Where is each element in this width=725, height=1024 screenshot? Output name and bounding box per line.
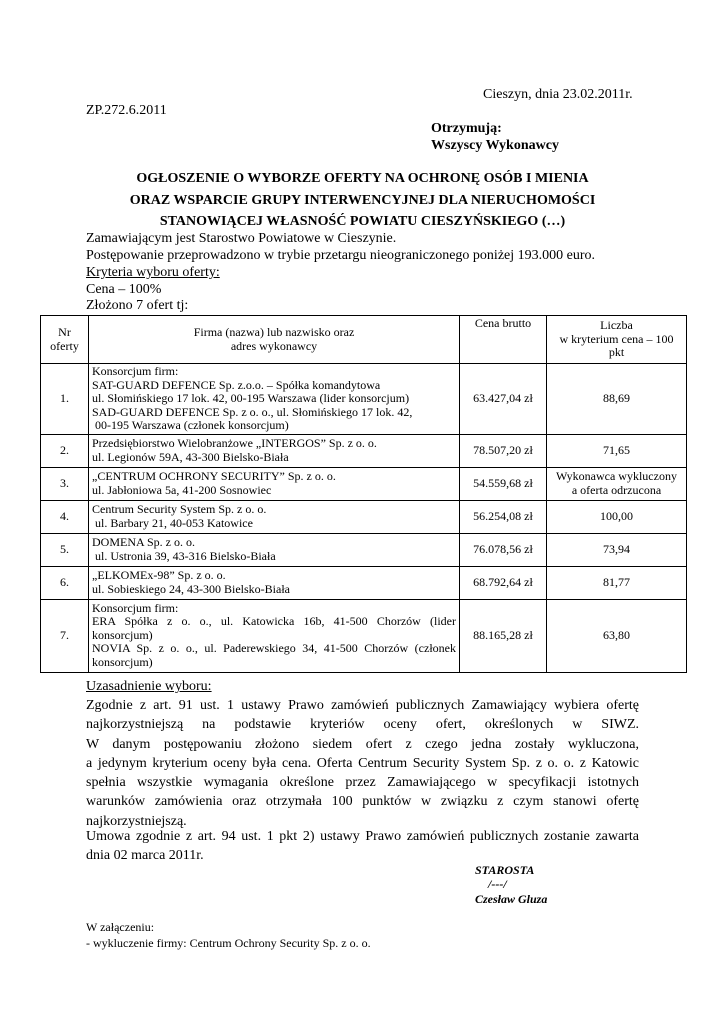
criteria-label: Kryteria wyboru oferty:	[86, 265, 220, 280]
reference-number: ZP.272.6.2011	[86, 103, 167, 118]
table-row	[41, 533, 687, 566]
recipients-label: Otrzymują:	[431, 121, 502, 136]
signature-title: STAROSTA	[475, 863, 535, 877]
row-nr: 2.	[41, 434, 89, 467]
row-price: 78.507,20 zł	[460, 434, 547, 467]
signature-name: Czesław Gluza	[475, 892, 548, 906]
row-firm: DOMENA Sp. z o. o. ul. Ustronia 39, 43-316 Bielsko-Biała	[89, 533, 460, 566]
row-score: 71,65	[547, 434, 687, 467]
row-firm: Centrum Security System Sp. z o. o. ul. Barbary 21, 40-053 Katowice	[89, 500, 460, 533]
contract-text: Umowa zgodnie z art. 94 ust. 1 pkt 2) ustawy Prawo zamówień publicznych zostanie zawarta dnia 02 marca 2011r.	[86, 829, 639, 864]
row-price: 76.078,56 zł	[460, 533, 547, 566]
table-header-row	[41, 316, 687, 364]
row-nr: 6.	[41, 566, 89, 599]
row-nr: 4.	[41, 500, 89, 533]
title-line: ORAZ WSPARCIE GRUPY INTERWENCYJNEJ DLA NIERUCHOMOŚCI	[129, 192, 596, 208]
recipients: Wszyscy Wykonawcy	[431, 138, 559, 153]
offers-count: Złożono 7 ofert tj:	[86, 298, 189, 313]
header-nr: Nr oferty	[41, 316, 89, 364]
row-score: 88,69	[547, 364, 687, 435]
header-price: Cena brutto	[460, 316, 547, 364]
header-firm: Firma (nazwa) lub nazwisko oraz adres wykonawcy	[89, 316, 460, 364]
row-price: 63.427,04 zł	[460, 364, 547, 435]
row-score: 73,94	[547, 533, 687, 566]
procedure-text: Postępowanie przeprowadzono w trybie przetargu nieograniczonego poniżej 193.000 euro.	[86, 248, 596, 263]
offers-table	[40, 315, 687, 673]
row-price: 56.254,08 zł	[460, 500, 547, 533]
row-score: 100,00	[547, 500, 687, 533]
table-row	[41, 467, 687, 500]
table-row	[41, 364, 687, 435]
row-score: 81,77	[547, 566, 687, 599]
criteria-value: Cena – 100%	[86, 282, 162, 297]
justification-label: Uzasadnienie wyboru:	[86, 679, 212, 694]
table-row	[41, 566, 687, 599]
row-firm: Konsorcjum firm: SAT-GUARD DEFENCE Sp. z.o.o. – Spółka komandytowa ul. Słomińskiego 17 lok. 42, 00-195 Warszawa (lider konsorcjum) SAD-GUARD DEFENCE Sp. z o. o., ul. Słomińskiego 17 lok. 42, 00-195 Warszawa (członek konsorcjum)	[89, 364, 460, 435]
title-line: OGŁOSZENIE O WYBORZE OFERTY NA OCHRONĘ OSÓB I MIENIA	[136, 171, 589, 186]
table-row	[41, 599, 687, 672]
row-nr: 7.	[41, 599, 89, 672]
justification-text: Zgodnie z art. 91 ust. 1 ustawy Prawo zamówień publicznych Zamawiający wybiera ofertę najkorzystniejszą na podstawie kryteriów oceny ofert, określonych w SIWZ. W danym postępowaniu złożono siedem ofert z czego jedna zostały wykluczona, a jedynym kryterium oceny była cena. Oferta Centrum Security System Sp. z o. o. z Katowic spełnia wszystkie wymagania określone przez Zamawiającego w specyfikacji istotnych warunków zamówienia oraz otrzymała 100 punktów w związku z czym stanowi ofertę najkorzystniejszą.	[86, 698, 639, 829]
row-firm: „CENTRUM OCHRONY SECURITY” Sp. z o. o. ul. Jabłoniowa 5a, 41-200 Sosnowiec	[89, 467, 460, 500]
row-firm: „ELKOMEx-98” Sp. z o. o. ul. Sobieskiego 24, 43-300 Bielsko-Biała	[89, 566, 460, 599]
attachment-item: - wykluczenie firmy: Centrum Ochrony Security Sp. z o. o.	[86, 936, 371, 950]
row-nr: 3.	[41, 467, 89, 500]
row-price: 88.165,28 zł	[460, 599, 547, 672]
title-line: STANOWIĄCEJ WŁASNOŚĆ POWIATU CIESZYŃSKIEGO (…)	[159, 214, 566, 229]
table-row	[41, 434, 687, 467]
row-score: 63,80	[547, 599, 687, 672]
row-score: Wykonawca wykluczony a oferta odrzucona	[547, 467, 687, 500]
attachments-label: W załączeniu:	[86, 920, 155, 934]
table-row	[41, 500, 687, 533]
header-score: Liczba w kryterium cena – 100 pkt	[547, 316, 687, 364]
announcement-title	[60, 168, 665, 233]
row-nr: 1.	[41, 364, 89, 435]
row-firm: Przedsiębiorstwo Wielobranżowe „INTERGOS” Sp. z o. o. ul. Legionów 59A, 43-300 Bielsko-Biała	[89, 434, 460, 467]
signature-mark: /---/	[488, 877, 507, 891]
contracting-authority: Zamawiającym jest Starostwo Powiatowe w Cieszynie.	[86, 231, 397, 246]
row-nr: 5.	[41, 533, 89, 566]
row-price: 54.559,68 zł	[460, 467, 547, 500]
row-price: 68.792,64 zł	[460, 566, 547, 599]
row-firm: Konsorcjum firm: ERA Spółka z o. o., ul. Katowicka 16b, 41-500 Chorzów (lider konsorcjum) NOVIA Sp. z o. o., ul. Paderewskiego 34, 41-500 Chorzów (członek konsorcjum)	[89, 599, 460, 672]
place-date: Cieszyn, dnia 23.02.2011r.	[483, 87, 633, 102]
